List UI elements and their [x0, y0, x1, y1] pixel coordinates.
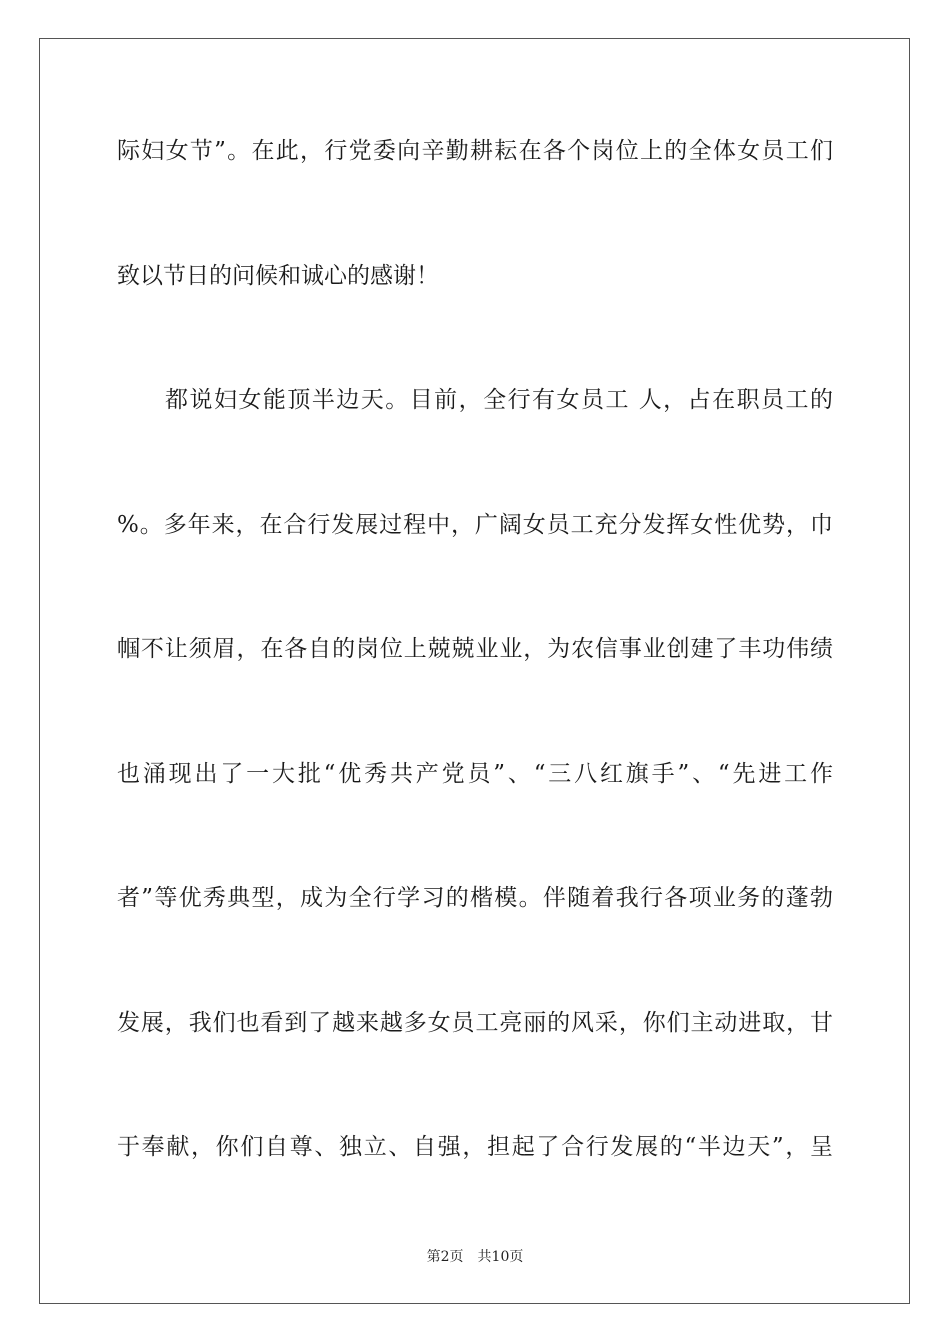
total-pages: 共10页: [477, 1249, 524, 1265]
body-text-line: 帼不让须眉，在各自的岗位上兢兢业业，为农信事业创建了丰功伟绩: [117, 636, 833, 662]
body-text-line: 也涌现出了一大批“优秀共产党员”、“三八红旗手”、“先进工作: [117, 761, 833, 787]
body-text-line: 都说妇女能顶半边天。目前，全行有女员工 人，占在职员工的: [165, 387, 833, 413]
page-number: 第2页: [426, 1249, 464, 1265]
page-footer: [0, 1247, 950, 1267]
page-border: [39, 38, 910, 1304]
body-text-line: 发展，我们也看到了越来越多女员工亮丽的风采，你们主动进取，甘: [117, 1010, 833, 1036]
body-text-line: 者”等优秀典型，成为全行学习的楷模。伴随着我行各项业务的蓬勃: [117, 885, 833, 911]
body-text-line: 于奉献，你们自尊、独立、自强，担起了合行发展的“半边天”，呈: [117, 1134, 833, 1160]
body-text-line: 致以节日的问候和诚心的感谢！: [117, 263, 439, 289]
body-text-line: %。多年来，在合行发展过程中，广阔女员工充分发挥女性优势，巾: [117, 512, 833, 538]
body-text-line: 际妇女节”。在此，行党委向辛勤耕耘在各个岗位上的全体女员工们: [117, 138, 833, 164]
